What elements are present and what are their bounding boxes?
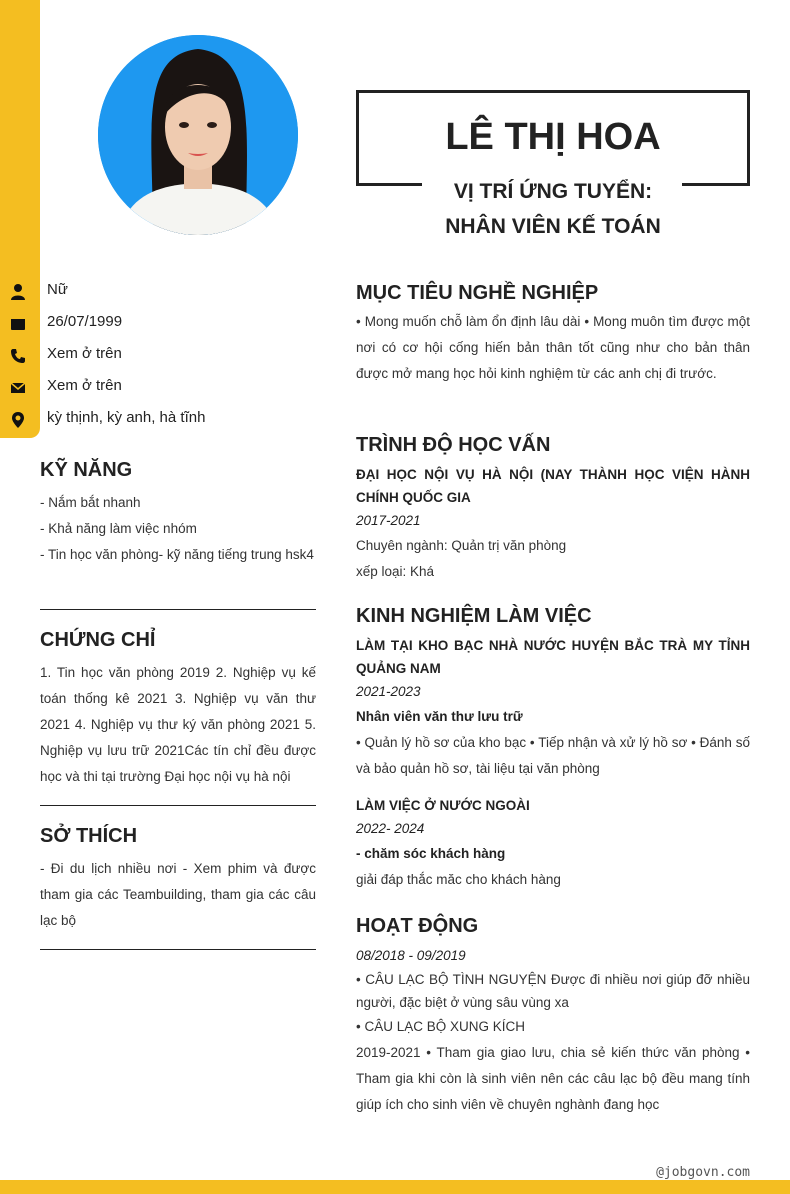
- experience-section: [356, 602, 750, 893]
- watermark: @jobgovn.com: [656, 1165, 750, 1180]
- experience-company: LÀM TẠI KHO BẠC NHÀ NƯỚC HUYỆN BẮC TRÀ MY TỈNH QUẢNG NAM: [356, 638, 750, 676]
- divider: [40, 949, 316, 950]
- activity-item: • CÂU LẠC BỘ TÌNH NGUYỆN Được đi nhiều nơi giúp đỡ nhiều người, đặc biệt ở vùng sâu vùng xa: [356, 972, 750, 1010]
- experience-role: - chăm sóc khách hàng: [356, 846, 506, 861]
- skills-title: KỸ NĂNG: [40, 459, 133, 481]
- experience-entry: [356, 634, 750, 782]
- certificates-title: CHỨNG CHỈ: [40, 629, 156, 651]
- divider: [40, 609, 316, 610]
- email-text: Xem ở trên: [47, 377, 122, 394]
- objective-section: [356, 279, 750, 387]
- hobbies-title: SỞ THÍCH: [40, 825, 138, 847]
- person-icon: [9, 283, 27, 301]
- objective-text: • Mong muốn chỗ làm ổn định lâu dài • Mong muôn tìm được một nơi có cơ hội cống hiến bản thân tốt cũng như cho bản thân được mở mang học hỏi kinh nghiệm từ các anh chị đi trước.: [356, 314, 750, 381]
- experience-description: • Quản lý hồ sơ của kho bạc • Tiếp nhận và xử lý hồ sơ • Đánh số và bảo quản hồ sơ, tài liệu tại văn phòng: [356, 735, 750, 776]
- objective-title: MỤC TIÊU NGHỀ NGHIỆP: [356, 282, 599, 304]
- position-applied: [356, 174, 750, 244]
- accent-sidebar: [0, 0, 40, 438]
- education-period: 2017-2021: [356, 513, 421, 528]
- skill-item: - Nắm bắt nhanh: [40, 495, 141, 510]
- education-major: Chuyên ngành: Quản trị văn phòng: [356, 538, 567, 553]
- activities-title: HOẠT ĐỘNG: [356, 915, 479, 937]
- position-value: NHÂN VIÊN KẾ TOÁN: [445, 215, 661, 238]
- skill-item: - Tin học văn phòng- kỹ năng tiếng trung hsk4: [40, 547, 314, 562]
- candidate-name: LÊ THỊ HOA: [445, 116, 661, 158]
- education-school: ĐẠI HỌC NỘI VỤ HÀ NỘI (NAY THÀNH HỌC VIỆN HÀNH CHÍNH QUỐC GIA: [356, 467, 750, 505]
- phone-icon: [9, 347, 27, 365]
- certificates-section: [40, 626, 316, 790]
- experience-company: LÀM VIỆC Ở NƯỚC NGOÀI: [356, 798, 530, 813]
- education-title: TRÌNH ĐỘ HỌC VẤN: [356, 434, 551, 456]
- activity-item: 2019-2021 • Tham gia giao lưu, chia sẻ kiến thức văn phòng • Tham gia khi còn là sinh viên nên các câu lạc bộ đều mang tính giúp ích cho sinh viên về chuyên nghành đang học: [356, 1045, 750, 1112]
- activities-period: 08/2018 - 09/2019: [356, 948, 466, 963]
- education-section: [356, 431, 750, 585]
- skill-item: - Khả năng làm việc nhóm: [40, 521, 197, 536]
- gender-text: Nữ: [47, 281, 68, 298]
- experience-entry: [356, 794, 750, 893]
- experience-period: 2021-2023: [356, 684, 421, 699]
- profile-photo: [98, 35, 298, 235]
- activity-item: • CÂU LẠC BỘ XUNG KÍCH: [356, 1019, 526, 1034]
- email-icon: [9, 379, 27, 397]
- phone-text: Xem ở trên: [47, 345, 122, 362]
- hobbies-section: [40, 822, 316, 934]
- experience-period: 2022- 2024: [356, 821, 425, 836]
- experience-role: Nhân viên văn thư lưu trữ: [356, 709, 523, 724]
- certificates-text: 1. Tin học văn phòng 2019 2. Nghiệp vụ kế toán thống kê 2021 3. Nghiệp vụ văn thư 2021 4. Nghiệp vụ thư ký văn phòng 2021 5. Nghiệp vụ lưu trữ 2021Các tín chỉ đều được học và thi tại trường Đại học nội vụ hà nội: [40, 665, 316, 784]
- address-text: kỳ thịnh, kỳ anh, hà tĩnh: [47, 409, 206, 426]
- experience-description: giải đáp thắc măc cho khách hàng: [356, 872, 561, 887]
- divider: [40, 805, 316, 806]
- activities-section: [356, 912, 750, 1118]
- location-pin-icon: [9, 411, 27, 429]
- calendar-icon: [9, 315, 27, 333]
- birthday-text: 26/07/1999: [47, 313, 123, 330]
- position-label: VỊ TRÍ ỨNG TUYỂN:: [453, 180, 653, 203]
- accent-footer-bar: [0, 1180, 790, 1194]
- skills-section: [40, 456, 316, 568]
- experience-title: KINH NGHIỆM LÀM VIỆC: [356, 605, 592, 627]
- hobbies-text: - Đi du lịch nhiều nơi - Xem phim và được tham gia các Teambuilding, tham gia các câu lạc bộ: [40, 861, 316, 928]
- education-grade: xếp loại: Khá: [356, 564, 435, 579]
